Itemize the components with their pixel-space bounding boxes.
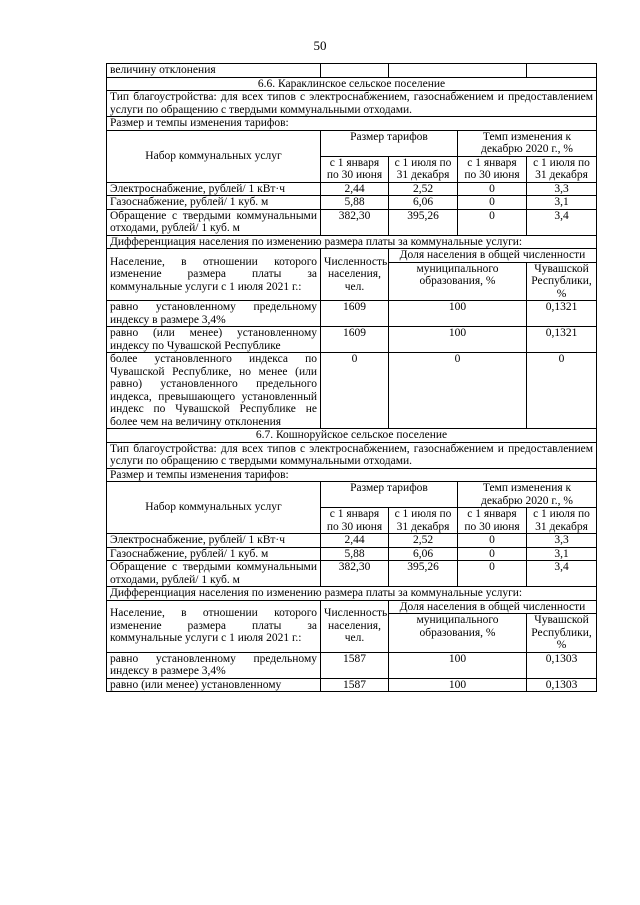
tariff-value: 2,44 bbox=[321, 534, 389, 548]
tariff-value: 3,1 bbox=[527, 196, 597, 210]
diff-municipal: 100 bbox=[389, 652, 527, 678]
period-header: с 1 января по 30 июня bbox=[458, 508, 527, 534]
diff-caption: Дифференциация населения по изменению размера платы за коммунальные услуги: bbox=[107, 235, 597, 249]
tariff-value: 5,88 bbox=[321, 196, 389, 210]
tariff-value: 0 bbox=[458, 182, 527, 196]
diff-header-share: Доля населения в общей численности bbox=[389, 600, 597, 614]
diff-count: 0 bbox=[321, 353, 389, 429]
tariff-value: 0 bbox=[458, 534, 527, 548]
tariff-header-service: Набор коммунальных услуг bbox=[107, 482, 321, 534]
diff-header-municipal: муниципального образования, % bbox=[389, 262, 527, 301]
diff-count: 1609 bbox=[321, 301, 389, 327]
diff-header-population: Население, в отношении которого изменение размера платы за коммунальные услуги с 1 июля 2021 г.: bbox=[107, 600, 321, 652]
diff-municipal: 100 bbox=[389, 327, 527, 353]
tariff-caption: Размер и темпы изменения тарифов: bbox=[107, 117, 597, 131]
diff-row bbox=[107, 678, 597, 692]
tariff-header-service: Набор коммунальных услуг bbox=[107, 130, 321, 182]
tariff-caption: Размер и темпы изменения тарифов: bbox=[107, 468, 597, 482]
tariff-name: Электроснабжение, рублей/ 1 кВт·ч bbox=[107, 182, 321, 196]
tariff-value: 2,44 bbox=[321, 182, 389, 196]
diff-label: равно (или менее) установленному индексу по Чувашской Республике bbox=[107, 327, 321, 353]
tariff-header-row bbox=[107, 482, 597, 508]
diff-header-row bbox=[107, 249, 597, 263]
diff-caption: Дифференциация населения по изменению размера платы за коммунальные услуги: bbox=[107, 587, 597, 601]
diff-header-count: Численность населения, чел. bbox=[321, 249, 389, 301]
tariff-value: 3,3 bbox=[527, 534, 597, 548]
tariff-header-size: Размер тарифов bbox=[321, 130, 458, 156]
tariff-row bbox=[107, 547, 597, 561]
section-title: 6.6. Караклинское сельское поселение bbox=[107, 77, 597, 91]
tariff-value: 0 bbox=[458, 196, 527, 210]
tariff-value: 0 bbox=[458, 209, 527, 235]
section-title: 6.7. Кошноруйское сельское поселение bbox=[107, 429, 597, 443]
tariff-value: 395,26 bbox=[389, 561, 458, 587]
tariff-value: 3,4 bbox=[527, 209, 597, 235]
diff-header-count: Численность населения, чел. bbox=[321, 600, 389, 652]
section-title-row bbox=[107, 77, 597, 91]
tariff-header-rate: Темп изменения к декабрю 2020 г., % bbox=[458, 130, 597, 156]
diff-row bbox=[107, 652, 597, 678]
period-header: с 1 июля по 31 декабря bbox=[527, 508, 597, 534]
diff-count: 1587 bbox=[321, 678, 389, 692]
diff-row bbox=[107, 353, 597, 429]
top-fragment-text: величину отклонения bbox=[107, 64, 321, 78]
diff-republic: 0,1303 bbox=[527, 678, 597, 692]
diff-caption-row bbox=[107, 587, 597, 601]
diff-header-municipal: муниципального образования, % bbox=[389, 614, 527, 653]
diff-label: равно установленному предельному индексу в размере 3,4% bbox=[107, 652, 321, 678]
improvement-row bbox=[107, 442, 597, 468]
tariff-value: 6,06 bbox=[389, 196, 458, 210]
tariff-value: 0 bbox=[458, 547, 527, 561]
tariff-value: 3,3 bbox=[527, 182, 597, 196]
main-table bbox=[106, 63, 597, 692]
diff-count: 1587 bbox=[321, 652, 389, 678]
period-header: с 1 января по 30 июня bbox=[321, 156, 389, 182]
diff-header-share: Доля населения в общей численности bbox=[389, 249, 597, 263]
tariff-value: 2,52 bbox=[389, 182, 458, 196]
diff-republic: 0 bbox=[527, 353, 597, 429]
tariff-caption-row bbox=[107, 468, 597, 482]
tariff-name: Газоснабжение, рублей/ 1 куб. м bbox=[107, 196, 321, 210]
period-header: с 1 июля по 31 декабря bbox=[389, 508, 458, 534]
tariff-header-row bbox=[107, 130, 597, 156]
tariff-value: 6,06 bbox=[389, 547, 458, 561]
top-fragment-empty bbox=[321, 64, 389, 78]
top-fragment-empty bbox=[527, 64, 597, 78]
diff-republic: 0,1321 bbox=[527, 327, 597, 353]
tariff-name: Обращение с твердыми коммунальными отходами, рублей/ 1 куб. м bbox=[107, 209, 321, 235]
page-number: 50 bbox=[313, 38, 327, 53]
tariff-value: 3,4 bbox=[527, 561, 597, 587]
tariff-value: 5,88 bbox=[321, 547, 389, 561]
diff-caption-row bbox=[107, 235, 597, 249]
tariff-header-rate: Темп изменения к декабрю 2020 г., % bbox=[458, 482, 597, 508]
tariff-name: Газоснабжение, рублей/ 1 куб. м bbox=[107, 547, 321, 561]
tariff-value: 3,1 bbox=[527, 547, 597, 561]
tariff-name: Электроснабжение, рублей/ 1 кВт·ч bbox=[107, 534, 321, 548]
diff-municipal: 100 bbox=[389, 678, 527, 692]
period-header: с 1 июля по 31 декабря bbox=[527, 156, 597, 182]
tariff-value: 2,52 bbox=[389, 534, 458, 548]
diff-municipal: 0 bbox=[389, 353, 527, 429]
diff-count: 1609 bbox=[321, 327, 389, 353]
tariff-row bbox=[107, 534, 597, 548]
top-fragment-row bbox=[107, 64, 597, 78]
tariff-row bbox=[107, 182, 597, 196]
diff-row bbox=[107, 301, 597, 327]
diff-republic: 0,1321 bbox=[527, 301, 597, 327]
tariff-row bbox=[107, 196, 597, 210]
document-body bbox=[106, 63, 596, 692]
diff-header-republic: Чувашской Республики, % bbox=[527, 614, 597, 653]
tariff-value: 395,26 bbox=[389, 209, 458, 235]
diff-label: равно установленному предельному индексу в размере 3,4% bbox=[107, 301, 321, 327]
diff-header-population: Население, в отношении которого изменение размера платы за коммунальные услуги с 1 июля 2021 г.: bbox=[107, 249, 321, 301]
tariff-header-size: Размер тарифов bbox=[321, 482, 458, 508]
diff-republic: 0,1303 bbox=[527, 652, 597, 678]
tariff-value: 0 bbox=[458, 561, 527, 587]
improvement-text: Тип благоустройства: для всех типов с электроснабжением, газоснабжением и предоставлением услуги по обращению с твердыми коммунальными отходами. bbox=[107, 442, 597, 468]
top-fragment-empty bbox=[389, 64, 527, 78]
tariff-row bbox=[107, 561, 597, 587]
period-header: с 1 января по 30 июня bbox=[321, 508, 389, 534]
tariff-row bbox=[107, 209, 597, 235]
diff-header-row bbox=[107, 600, 597, 614]
tariff-value: 382,30 bbox=[321, 561, 389, 587]
section-title-row bbox=[107, 429, 597, 443]
tariff-name: Обращение с твердыми коммунальными отходами, рублей/ 1 куб. м bbox=[107, 561, 321, 587]
period-header: с 1 июля по 31 декабря bbox=[389, 156, 458, 182]
improvement-text: Тип благоустройства: для всех типов с электроснабжением, газоснабжением и предоставлением услуги по обращению с твердыми коммунальными отходами. bbox=[107, 91, 597, 117]
tariff-value: 382,30 bbox=[321, 209, 389, 235]
period-header: с 1 января по 30 июня bbox=[458, 156, 527, 182]
diff-label: равно (или менее) установленному bbox=[107, 678, 321, 692]
improvement-row bbox=[107, 91, 597, 117]
diff-row bbox=[107, 327, 597, 353]
tariff-caption-row bbox=[107, 117, 597, 131]
diff-municipal: 100 bbox=[389, 301, 527, 327]
diff-header-republic: Чувашской Республики, % bbox=[527, 262, 597, 301]
diff-label: более установленного индекса по Чувашской Республике, но менее (или равно) установленного предельного индекса, превышающего установленный индекс по Чувашской Республике не более чем на величину отклонения bbox=[107, 353, 321, 429]
